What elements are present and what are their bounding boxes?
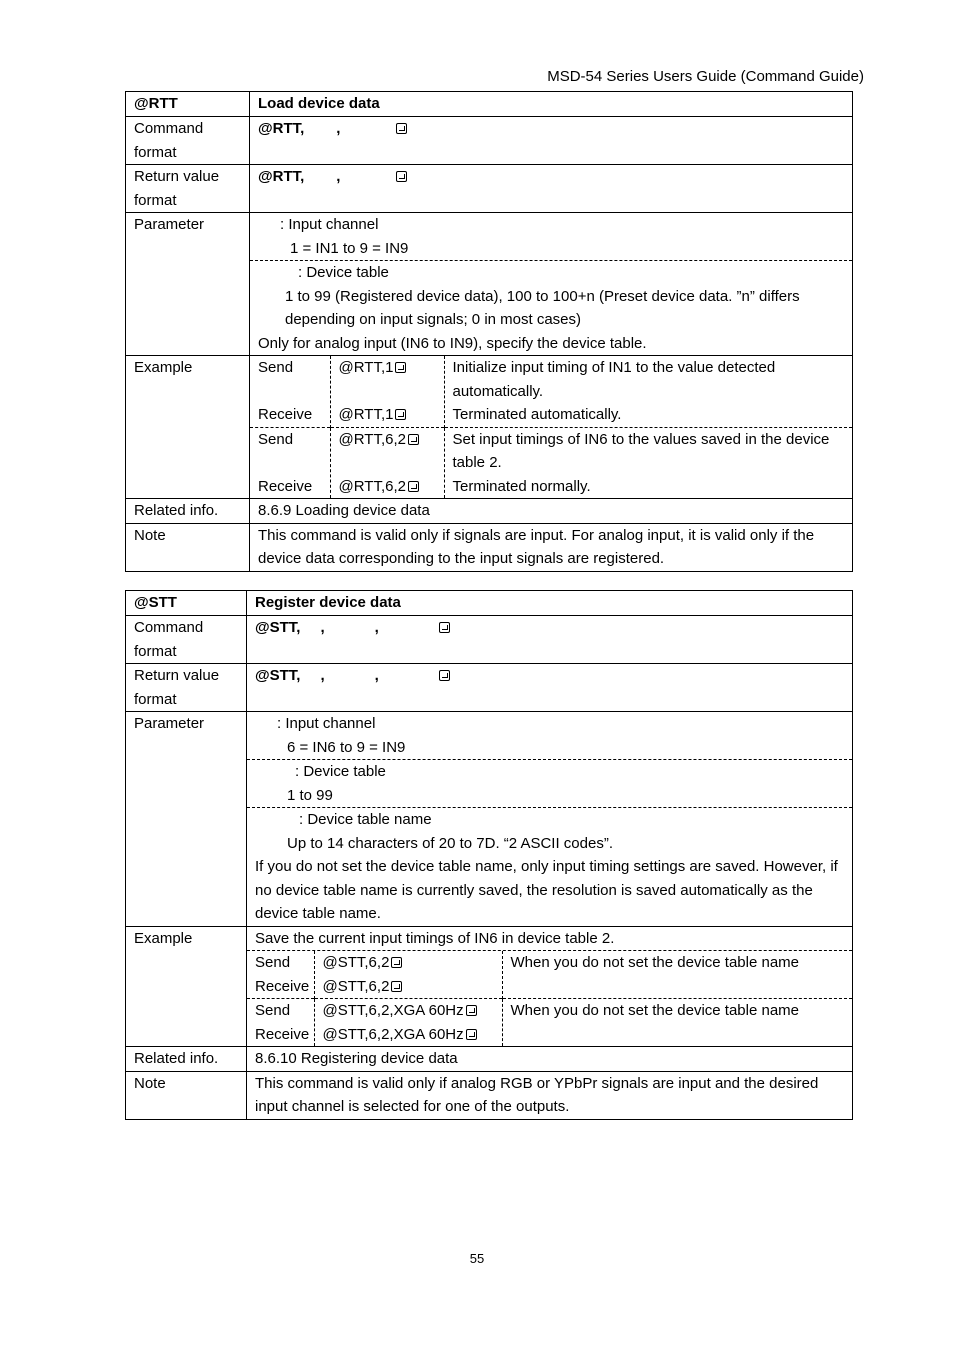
- rtt-return-sep: ,: [336, 168, 341, 185]
- send-label: Send: [258, 359, 294, 376]
- stt-command-prefix: @STT,: [255, 619, 301, 636]
- rtt-param-note: Only for analog input (IN6 to IN9), specify the device table.: [258, 334, 647, 352]
- receive-label: Receive: [255, 1025, 310, 1043]
- receive-command: @RTT,6,2: [338, 477, 406, 495]
- stt-command-name: @STT: [126, 591, 247, 616]
- rtt-command-prefix: @RTT,: [258, 120, 305, 137]
- rtt-example-row: [250, 356, 852, 427]
- return-key-icon: [466, 1029, 477, 1040]
- stt-command-table: [125, 590, 853, 1120]
- stt-return-sep1: ,: [320, 667, 325, 684]
- stt-param3-desc: : Device table name: [299, 811, 432, 828]
- return-key-icon: [391, 957, 402, 968]
- rtt-label-command-format: Command format: [126, 117, 250, 165]
- return-key-icon: [391, 981, 402, 992]
- return-key-icon: [439, 670, 450, 681]
- stt-note: This command is valid only if analog RGB or YPbPr signals are input and the desired input channel is selected for one of the outputs.: [247, 1071, 853, 1119]
- rtt-command-format: [250, 117, 853, 165]
- return-key-icon: [466, 1005, 477, 1016]
- rtt-label-note: Note: [126, 523, 250, 571]
- rtt-example-cell: [250, 356, 853, 499]
- receive-label: Receive: [255, 977, 310, 995]
- rtt-param1-range: 1 = IN1 to 9 = IN9: [290, 239, 409, 257]
- send-description: Set input timings of IN6 to the values saved in the device table 2.: [452, 430, 830, 471]
- rtt-note: This command is valid only if signals are input. For analog input, it is valid only if the device data corresponding to the input signals are registered.: [250, 523, 853, 571]
- stt-parameter-cell: [247, 712, 853, 927]
- stt-param-note: If you do not set the device table name, only input timing settings are saved. However, if no device table name is currently saved, the resolution is saved automatically as the device table name.: [255, 858, 838, 922]
- send-command: @RTT,6,2: [338, 430, 406, 448]
- send-command: @STT,6,2: [322, 954, 390, 971]
- stt-command-sep1: ,: [320, 619, 325, 636]
- stt-param1-desc: : Input channel: [277, 715, 376, 732]
- receive-description: Terminated normally.: [452, 477, 591, 495]
- stt-command-sep2: ,: [374, 619, 379, 636]
- stt-command-title: Register device data: [247, 591, 853, 616]
- return-key-icon: [395, 409, 406, 420]
- example-description: When you do not set the device table name: [510, 1002, 800, 1019]
- stt-example-cell: [247, 926, 853, 1047]
- stt-example-row: [247, 999, 852, 1047]
- page-header: MSD-54 Series Users Guide (Command Guide): [547, 68, 864, 85]
- rtt-param2-range: 1 to 99 (Registered device data), 100 to 100+n (Preset device data. ”n” differs depending on input signals; 0 in most cases): [285, 287, 800, 328]
- stt-example-intro: Save the current input timings of IN6 in device table 2.: [255, 929, 615, 947]
- return-key-icon: [396, 171, 407, 182]
- rtt-param1-desc: : Input channel: [280, 216, 379, 233]
- stt-param2-range: 1 to 99: [287, 786, 333, 804]
- return-key-icon: [395, 362, 406, 373]
- return-key-icon: [439, 622, 450, 633]
- stt-param2-block: [247, 759, 852, 807]
- stt-label-note: Note: [126, 1071, 247, 1119]
- return-key-icon: [408, 434, 419, 445]
- rtt-label-return-value-format: Return value format: [126, 165, 250, 213]
- stt-label-parameter: Parameter: [126, 712, 247, 927]
- send-label: Send: [258, 430, 294, 448]
- rtt-param2-block: [250, 260, 852, 332]
- rtt-label-related-info: Related info.: [126, 499, 250, 524]
- stt-label-related-info: Related info.: [126, 1047, 247, 1072]
- send-command: @RTT,1: [338, 359, 394, 376]
- rtt-related-info: 8.6.9 Loading device data: [250, 499, 853, 524]
- page-number: 55: [469, 1251, 485, 1266]
- stt-return-sep2: ,: [374, 667, 379, 684]
- rtt-return-prefix: @RTT,: [258, 168, 305, 185]
- rtt-command-sep: ,: [336, 120, 341, 137]
- stt-return-format: [247, 664, 853, 712]
- rtt-parameter-cell: [250, 213, 853, 356]
- stt-param1-range: 6 = IN6 to 9 = IN9: [287, 738, 406, 756]
- stt-label-return-value-format: Return value format: [126, 664, 247, 712]
- stt-param3-block: [247, 807, 852, 855]
- rtt-example-row: [250, 427, 852, 498]
- rtt-label-example: Example: [126, 356, 250, 499]
- send-label: Send: [255, 1002, 291, 1019]
- return-key-icon: [408, 481, 419, 492]
- stt-param3-range: Up to 14 characters of 20 to 7D. “2 ASCII codes”.: [287, 834, 613, 852]
- stt-label-command-format: Command format: [126, 616, 247, 664]
- rtt-label-parameter: Parameter: [126, 213, 250, 356]
- return-key-icon: [396, 123, 407, 134]
- rtt-command-title: Load device data: [250, 92, 853, 117]
- rtt-example-table: [250, 356, 852, 498]
- example-description: When you do not set the device table name: [510, 954, 800, 971]
- rtt-param2-desc: : Device table: [298, 264, 389, 281]
- stt-param2-desc: : Device table: [295, 763, 386, 780]
- stt-example-table: [247, 951, 852, 1046]
- rtt-return-format: [250, 165, 853, 213]
- rtt-command-table: [125, 91, 853, 572]
- stt-command-format: [247, 616, 853, 664]
- stt-example-row: [247, 951, 852, 999]
- receive-label: Receive: [258, 406, 313, 423]
- send-label: Send: [255, 954, 291, 971]
- receive-label: Receive: [258, 477, 313, 495]
- rtt-command-name: @RTT: [126, 92, 250, 117]
- receive-command: @STT,6,2,XGA 60Hz: [322, 1025, 464, 1043]
- send-description: Initialize input timing of IN1 to the value detected automatically.: [452, 359, 776, 400]
- stt-label-example: Example: [126, 926, 247, 1047]
- stt-return-prefix: @STT,: [255, 667, 301, 684]
- stt-related-info: 8.6.10 Registering device data: [247, 1047, 853, 1072]
- receive-description: Terminated automatically.: [452, 406, 622, 423]
- receive-command: @STT,6,2: [322, 977, 390, 995]
- receive-command: @RTT,1: [338, 406, 394, 423]
- send-command: @STT,6,2,XGA 60Hz: [322, 1002, 464, 1019]
